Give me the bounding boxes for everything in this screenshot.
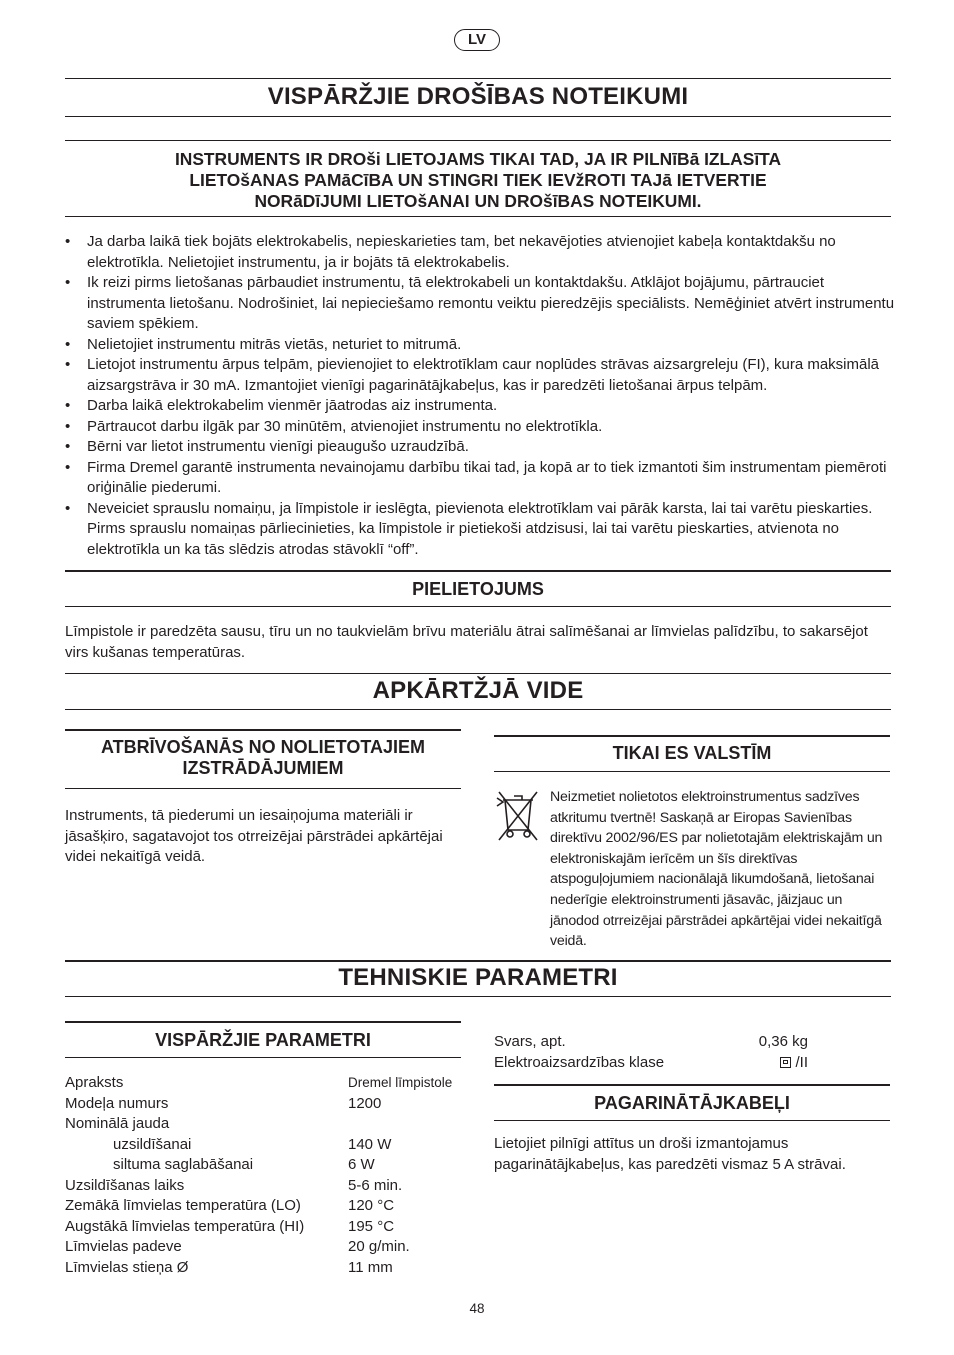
weight-row xyxy=(494,1032,814,1053)
general-parameters-heading: VISPĀRŽJIE PARAMETRI xyxy=(155,1030,371,1050)
spec-label: uzsildīšanai xyxy=(113,1135,192,1153)
extension-heading: PAGARINĀTĀJKABEĻI xyxy=(594,1093,790,1113)
spec-value: 120 °C xyxy=(348,1197,395,1214)
spec-label: Uzsildīšanas laiks xyxy=(65,1176,185,1194)
page-number: 48 xyxy=(469,1301,485,1316)
protection-value-wrap xyxy=(780,1053,808,1074)
divider xyxy=(494,771,890,772)
weight-value: 0,36 kg xyxy=(758,1033,808,1050)
divider xyxy=(494,735,890,737)
weight-label: Svars, apt. xyxy=(494,1033,566,1050)
safety-rule: • Bērni var lietot instrumentu vienīgi pieaugušo uzraudzībā. xyxy=(65,437,895,458)
protection-row xyxy=(494,1053,814,1074)
safety-rule: • Pārtraucot darbu ilgāk par 30 minūtēm, atvienojiet instrumentu no elektrotīkla. xyxy=(65,417,895,438)
double-insulation-icon xyxy=(780,1057,791,1068)
extension-text: Lietojiet pilnīgi attītus un droši izmantojamus pagarinātājkabeļus, kas paredzēti vismaz 5 A strāvai. xyxy=(494,1135,846,1173)
safety-rule: • Darba laikā elektrokabelim vienmēr jāatrodas aiz instrumenta. xyxy=(65,396,895,417)
warning-block xyxy=(65,149,891,212)
disposal-heading-line: ATBRĪVOŠANĀS NO NOLIETOTAJIEM xyxy=(100,737,426,757)
disposal-text: Instruments, tā piederumi un iesaiņojuma materiāli ir jāsašķiro, sagatavojot tos otrreizējai pārstrādei apkārtējai videi nekaitīgā veidā. xyxy=(65,807,443,865)
safety-rule: • Ja darba laikā tiek bojāts elektrokabelis, nepieskarieties tam, bet nekavējoties atvienojiet kabeļa kontaktdakšu no elektrotīkla. Nelietojiet instrumentu, ja ir bojāts tā elektrokabelis. xyxy=(65,232,895,273)
safety-rule: • Neveiciet sprauslu nomaiņu, ja līmpistole ir ieslēgta, pievienota elektrotīklam vai pārāk karsta, lai tai varētu pieskarties. Pirms sprauslu nomaiņas pārliecinieties, ka līmpistole ir pietiekoši atdzisusi, lai tai varētu pieskarties, atvienota no elektrotīkla un ka tās slēdzis atrodas stāvoklī “off”. xyxy=(65,499,895,561)
protection-label: Elektroaizsardzības klase xyxy=(494,1053,665,1071)
divider xyxy=(65,673,891,674)
disposal-heading xyxy=(65,737,461,779)
divider xyxy=(65,116,891,117)
spec-row xyxy=(65,1176,465,1197)
spec-row xyxy=(65,1094,465,1115)
divider xyxy=(65,729,461,731)
spec-value: 195 °C xyxy=(348,1217,395,1235)
divider xyxy=(494,1120,890,1121)
crossed-out-wheelie-bin-icon xyxy=(494,788,542,844)
warning-line: INSTRUMENTS IR DROši LIETOJAMS TIKAI TAD, JA IR PILNīBā IZLASīTA xyxy=(174,149,782,169)
spec-row xyxy=(65,1155,465,1176)
spec-row xyxy=(65,1196,465,1217)
spec-label: Augstākā līmvielas temperatūra (HI) xyxy=(65,1217,305,1235)
spec-label: Nominālā jauda xyxy=(65,1115,170,1132)
spec-row xyxy=(65,1217,465,1238)
safety-rule: • Nelietojiet instrumentu mitrās vietās, neturiet to mitrumā. xyxy=(65,335,895,356)
language-badge: LV xyxy=(454,29,500,51)
spec-value: 1200 xyxy=(348,1094,382,1112)
usage-text: Līmpistole ir paredzēta sausu, tīru un no taukvielām brīvu materiālu ātrai salīmēšanai ar līmvielas palīdzību, to sakarsējot virs kušanas temperatūras. xyxy=(65,623,868,661)
spec-value: 11 mm xyxy=(348,1258,393,1276)
safety-rule: • Ik reizi pirms lietošanas pārbaudiet instrumentu, tā elektrokabeli un kontaktdakšu. Atklājot bojājumu, pārtrauciet instrumenta lietošanu. Nodrošiniet, lai nepieciešamo remontu veiktu pieredzējis speciālists. Nemēģiniet atvērt instrumentu saviem spēkiem. xyxy=(65,273,895,335)
spec-value: 20 g/min. xyxy=(348,1238,410,1255)
technical-title: TEHNISKIE PARAMETRI xyxy=(338,964,618,991)
usage-heading: PIELIETOJUMS xyxy=(412,579,544,599)
spec-label: Zemākā līmvielas temperatūra (LO) xyxy=(65,1197,301,1214)
divider xyxy=(65,606,891,607)
spec-row xyxy=(65,1135,465,1156)
safety-rules-list xyxy=(65,232,895,560)
divider xyxy=(65,1021,461,1023)
divider xyxy=(65,709,891,710)
spec-value: 6 W xyxy=(348,1156,375,1173)
divider xyxy=(65,570,891,572)
spec-row xyxy=(65,1073,465,1094)
safety-rule: • Lietojot instrumentu ārpus telpām, pievienojiet to elektrotīklam caur noplūdes strāvas aizsargreleju (FI), kura maksimālā aizsargstrāva ir 30 mA. Izmantojiet vienīgi pagarinātājkabeļus, kas ir paredzēti lietošanai ārpus telpām. xyxy=(65,355,895,396)
divider xyxy=(65,788,461,789)
spec-value: 140 W xyxy=(348,1135,392,1153)
spec-row xyxy=(65,1237,465,1258)
general-safety-title: VISPĀRŽJIE DROŠĪBAS NOTEIKUMI xyxy=(267,83,689,110)
safety-rule: • Firma Dremel garantē instrumenta nevainojamu darbību tikai tad, ja kopā ar to tiek izmantoti šim instrumentam piemēroti oriģinālie piederumi. xyxy=(65,458,895,499)
divider xyxy=(65,140,891,141)
spec-value: Dremel līmpistole xyxy=(348,1075,453,1090)
spec-value: 5-6 min. xyxy=(348,1176,403,1194)
divider xyxy=(65,996,891,997)
divider xyxy=(65,1057,461,1058)
spec-row xyxy=(65,1114,465,1135)
divider xyxy=(65,216,891,217)
spec-label: Līmvielas stieņa Ø xyxy=(65,1258,189,1276)
environment-title: APKĀRTŽJĀ VIDE xyxy=(372,677,584,704)
divider xyxy=(65,78,891,79)
warning-line: NORāDīJUMI LIETOšANAI UN DROšīBAS NOTEIKUMI. xyxy=(254,191,702,211)
spec-label: siltuma saglabāšanai xyxy=(113,1156,254,1173)
eu-text: Neizmetiet nolietotos elektroinstrumentus sadzīves atkritumu tvertnē! Saskaņā ar Eiropas Savienības direktīvu 2002/96/ES par nolietotajām elektriskajām un elektroniskajām ierīcēm un šīs direktīvas atspoguļojumiem nacionālajā likumdošanā, lietošanai nederīgie elektroinstrumenti jāsavāc, jāizjauc un jānodod otrreizējai pārstrādei apkārtējai videi nekaitīgā veidā. xyxy=(550,789,883,950)
spec-row xyxy=(65,1258,465,1279)
protection-value: /II xyxy=(795,1053,808,1071)
divider xyxy=(65,960,891,962)
spec-label: Apraksts xyxy=(65,1074,124,1091)
spec-label: Līmvielas padeve xyxy=(65,1238,182,1255)
eu-heading: TIKAI ES VALSTĪM xyxy=(612,743,772,763)
divider xyxy=(494,1084,890,1086)
spec-label: Modeļa numurs xyxy=(65,1094,169,1112)
disposal-heading-line: IZSTRĀDĀJUMIEM xyxy=(182,758,344,778)
warning-line: LIETOšANAS PAMāCīBA UN STINGRI TIEK IEVžROTI TAJā IETVERTIE xyxy=(189,170,767,190)
